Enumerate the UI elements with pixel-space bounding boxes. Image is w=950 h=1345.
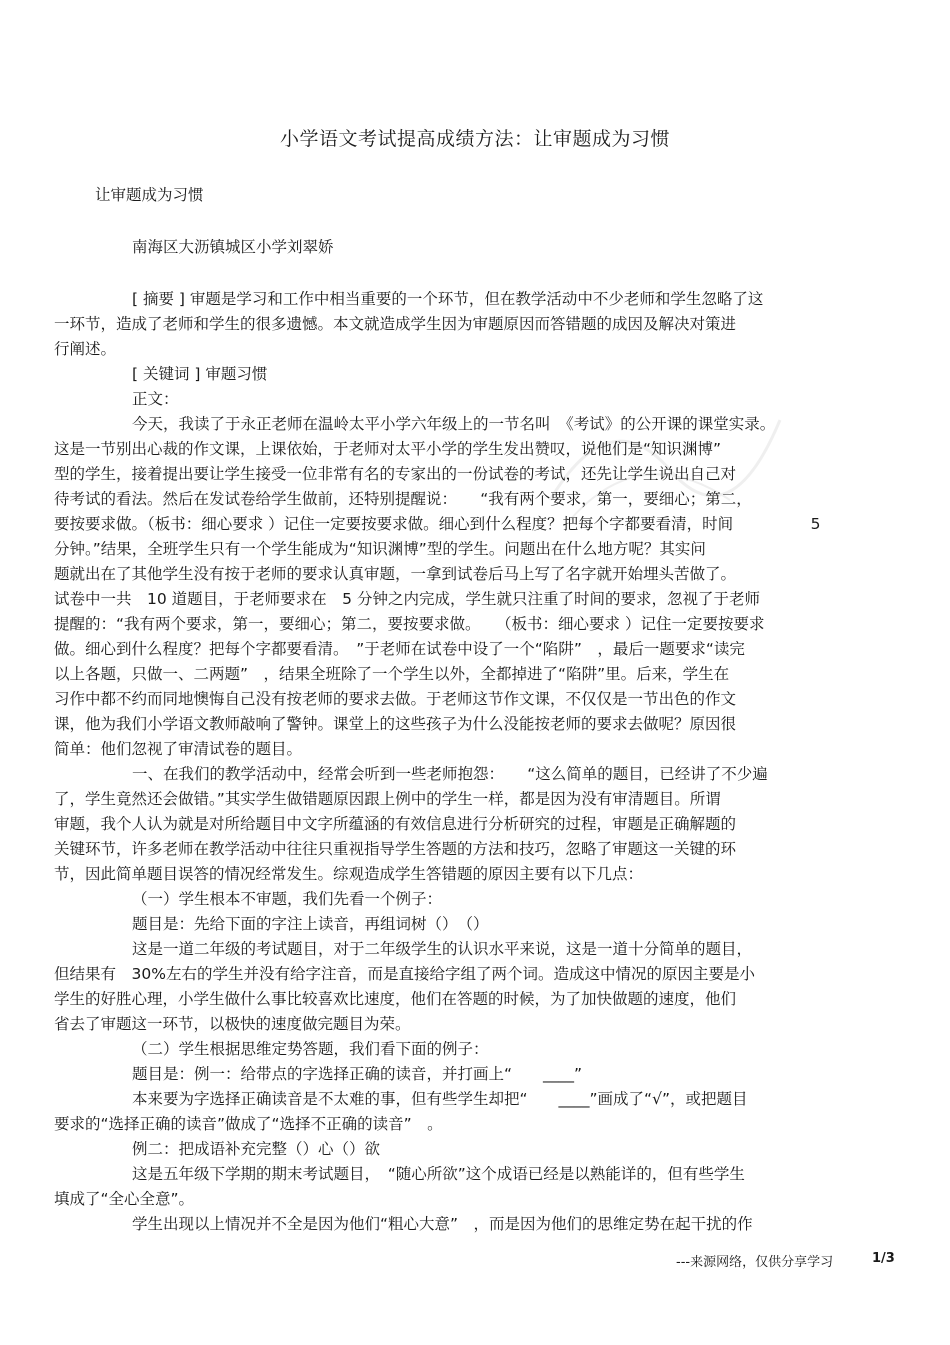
keywords-line: [ 关键词 ] 审题习惯 [132,365,268,383]
body-line: 省去了审题这一环节，以极快的速度做完题目为荣。 [54,1015,411,1033]
body-line: 分钟。”结果，全班学生只有一个学生能成为“知识渊博”型的学生。问题出在什么地方呢？其实问 [54,540,706,558]
body-line: 做。细心到什么程度？把每个字都要看清。 ”于老师在试卷中设了一个“陷阱” ，最后一题要求“读完 [54,640,745,658]
body-line: 要按要求做。（板书：细心要求 ）记住一定要按要求做。细心到什么程度？把每个字都要看清，时间 5 [54,515,821,533]
body-heading: 正文： [132,390,179,408]
footer-source: ---来源网络，仅供分享学习 [676,1255,834,1270]
author-line: 南海区大沥镇城区小学刘翠娇 [132,238,334,256]
body-line: 本来要为字选择正确读音是不太难的事，但有些学生却把“ ____”画成了“√”，或把题目 [132,1090,748,1108]
body-line: 提醒的：“我有两个要求，第一，要细心；第二，要按要求做。 （板书：细心要求 ）记住一定要按要求 [54,615,765,633]
body-line: 例二：把成语补充完整（）心（）欲 [132,1140,381,1158]
body-line: 填成了“全心全意”。 [54,1190,195,1208]
body-line: 一、在我们的教学活动中，经常会听到一些老师抱怨： “这么简单的题目，已经讲了不少遍 [132,765,768,783]
body-line: 题目是：先给下面的字注上读音，再组词树（） （） [132,915,489,933]
body-line: 今天，我读了于永正老师在温岭太平小学六年级上的一节名叫 《考试》的公开课的课堂实录。 [132,415,776,433]
body-line: 题目是：例一：给带点的字选择正确的读音，并打画上“ ____” [132,1065,583,1083]
body-line: 行阐述。 [54,340,117,358]
document-subtitle: 让审题成为习惯 [95,186,204,204]
body-line: 了，学生竟然还会做错。”其实学生做错题原因跟上例中的学生一样，都是因为没有审清题目。所谓 [54,790,721,808]
body-line: 关键环节，许多老师在教学活动中往往只重视指导学生答题的方法和技巧，忽略了审题这一关键的环 [54,840,737,858]
body-line: 学生的好胜心理，小学生做什么事比较喜欢比速度，他们在答题的时候，为了加快做题的速度，他们 [54,990,737,1008]
body-line: 题就出在了其他学生没有按于老师的要求认真审题，一拿到试卷后马上写了名字就开始埋头苦做了。 [54,565,737,583]
body-line: 这是一节别出心裁的作文课，上课依始，于老师对太平小学的学生发出赞叹，说他们是“知识渊博” [54,440,722,458]
body-line: 简单：他们忽视了审清试卷的题目。 [54,740,303,758]
body-line: 型的学生，接着提出要让学生接受一位非常有名的专家出的一份试卷的考试，还先让学生说出自己对 [54,465,737,483]
section-heading: （一）学生根本不审题，我们先看一个例子： [132,890,443,908]
body-line: 审题，我个人认为就是对所给题目中文字所蕴涵的有效信息进行分析研究的过程，审题是正确解题的 [54,815,737,833]
section-heading: （二）学生根据思维定势答题，我们看下面的例子： [132,1040,489,1058]
body-line: 试卷中一共 10 道题目，于老师要求在 5 分钟之内完成，学生就只注重了时间的要求，忽视了于老师 [54,590,760,608]
abstract-line: [ 摘要 ] 审题是学习和工作中相当重要的一个环节，但在教学活动中不少老师和学生忽略了这 [132,290,764,308]
body-line: 课，他为我们小学语文教师敲响了警钟。课堂上的这些孩子为什么没能按老师的要求去做呢？原因很 [54,715,737,733]
body-line: 这是五年级下学期的期末考试题目， “随心所欲”这个成语已经是以熟能详的，但有些学生 [132,1165,745,1183]
body-line: 这是一道二年级的考试题目，对于二年级学生的认识水平来说，这是一道十分简单的题目， [132,940,753,958]
body-line: 待考试的看法。然后在发试卷给学生做前，还特别提醒说： “我有两个要求，第一，要细心；第二， [54,490,752,508]
body-line: 要求的“选择正确的读音”做成了“选择不正确的读音” 。 [54,1115,443,1133]
body-line: 节，因此简单题目误答的情况经常发生。综观造成学生答错题的原因主要有以下几点： [54,865,644,883]
body-line: 学生出现以上情况并不全是因为他们“粗心大意” ，而是因为他们的思维定势在起干扰的作 [132,1215,753,1233]
body-line: 但结果有 30%左右的学生并没有给字注音，而是直接给字组了两个词。造成这中情况的原因主要是小 [54,965,755,983]
body-line: 以上各题，只做一、二两题” ，结果全班除了一个学生以外，全都掉进了“陷阱”里。后来，学生在 [54,665,730,683]
body-line: 一环节，造成了老师和学生的很多遗憾。本文就造成学生因为审题原因而答错题的成因及解决对策进 [54,315,737,333]
document-title: 小学语文考试提高成绩方法：让审题成为习惯 [279,128,670,150]
body-line: 习作中都不约而同地懊悔自己没有按老师的要求去做。于老师这节作文课，不仅仅是一节出色的作文 [54,690,737,708]
footer-page-number: 1/3 [872,1251,895,1266]
